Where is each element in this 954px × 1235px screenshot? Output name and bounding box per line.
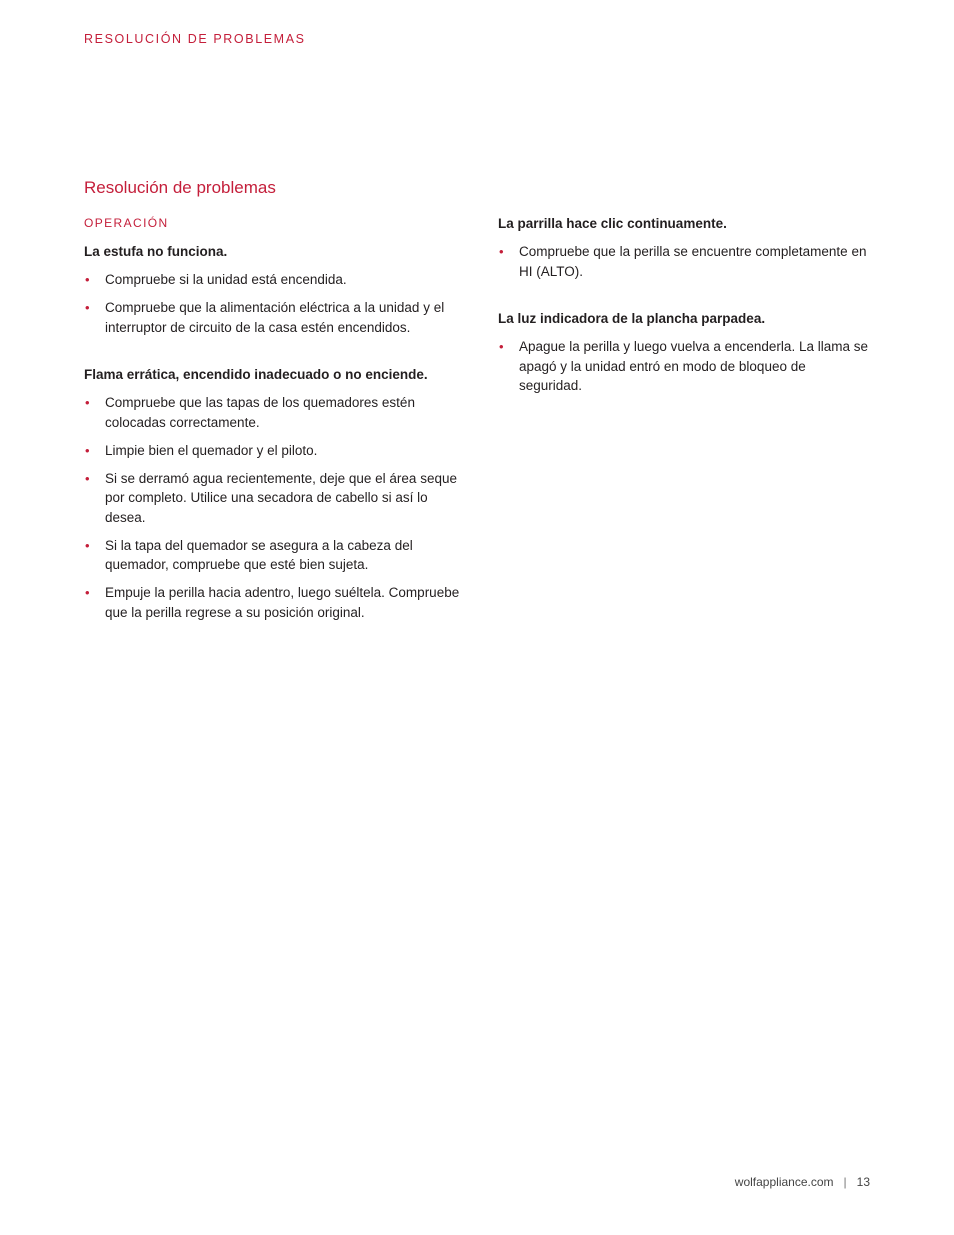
list-item-text: Compruebe que las tapas de los quemadores estén colocadas correctamente. [105,395,415,430]
bullet-icon: • [85,537,90,553]
bullet-icon: • [85,272,90,287]
left-column [84,214,464,650]
list-item [84,536,464,575]
problem-heading: La parrilla hace clic continuamente. [498,216,727,231]
list-item-text: Empuje la perilla hacia adentro, luego suéltela. Compruebe que la perilla regrese a su posición original. [105,585,460,620]
list-item-text: Compruebe si la unidad está encendida. [105,272,347,287]
problem-block [498,214,870,281]
list-item [84,393,464,432]
bullet-icon: • [85,585,90,600]
bullet-icon: • [85,395,90,410]
list-item [84,270,464,290]
footer-separator: | [843,1175,847,1189]
problem-block [84,242,464,337]
bullet-list [498,337,870,396]
list-item [498,337,870,396]
page-footer [735,1175,870,1189]
running-header: RESOLUCIÓN DE PROBLEMAS [84,32,306,46]
bullet-icon: • [499,339,504,354]
list-item [498,242,870,281]
problem-block [84,365,464,622]
list-item-text: Si la tapa del quemador se asegura a la cabeza del quemador, compruebe que esté bien sujeta. [105,537,413,572]
list-item [84,583,464,622]
problem-heading: Flama errática, encendido inadecuado o no enciende. [84,367,428,382]
section-subhead: OPERACIÓN [84,216,169,230]
list-item [84,441,464,461]
bullet-list [84,393,464,622]
section-title: Resolución de problemas [84,178,276,197]
list-item-text: Apague la perilla y luego vuelva a encenderla. La llama se apagó y la unidad entró en modo de bloqueo de seguridad. [519,339,868,393]
problem-heading: La estufa no funciona. [84,244,228,259]
list-item [84,298,464,337]
right-column [498,214,870,424]
footer-website-link[interactable]: wolfappliance.com [734,1175,834,1189]
list-item-text: Compruebe que la perilla se encuentre completamente en HI (ALTO). [519,244,867,279]
page-number: 13 [856,1175,870,1189]
list-item-text: Si se derramó agua recientemente, deje que el área seque por completo. Utilice una secadora de cabello si así lo desea. [105,470,457,525]
list-item-text: Limpie bien el quemador y el piloto. [105,442,318,458]
bullet-icon: • [499,244,504,259]
bullet-icon: • [85,300,90,315]
list-item [84,469,464,528]
problem-block [498,309,870,396]
problem-heading: La luz indicadora de la plancha parpadea. [498,311,766,326]
list-item-text: Compruebe que la alimentación eléctrica a la unidad y el interruptor de circuito de la casa estén encendidos. [105,300,445,335]
bullet-icon: • [85,442,90,458]
bullet-list [498,242,870,281]
bullet-icon: • [85,470,90,486]
bullet-list [84,270,464,337]
